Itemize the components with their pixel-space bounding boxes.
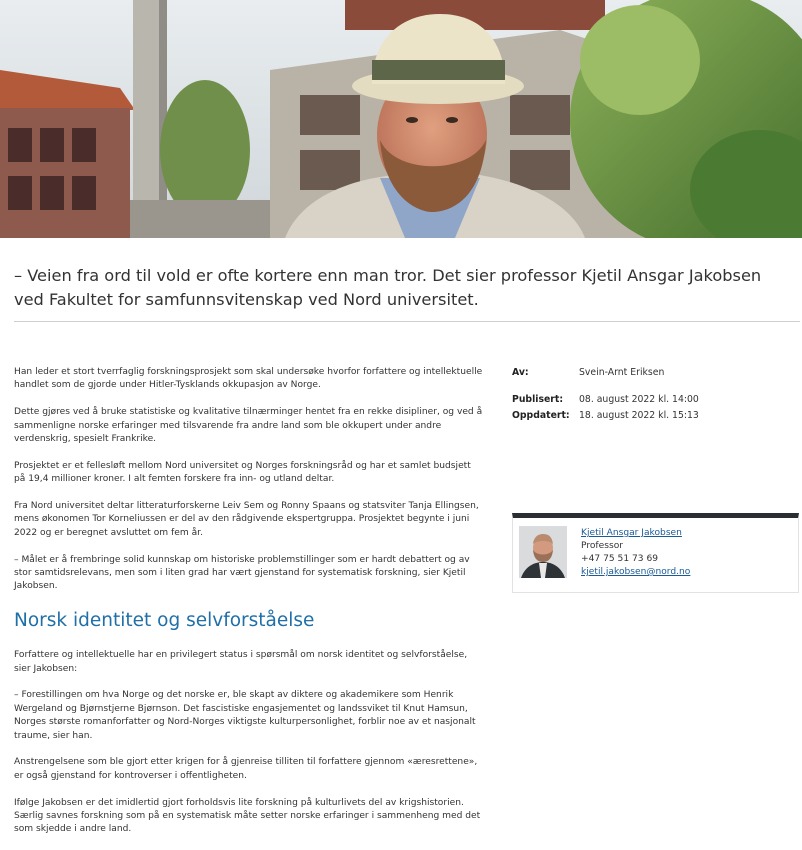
body-paragraph: Ifølge Jakobsen er det imidlertid gjort forholdsvis lite forskning på kulturlivets del av krigshistorien. Særlig savnes forskning som på en systematisk måte setter norske erfaringer i sammenheng med det som skjedde i andre land. bbox=[14, 797, 481, 835]
body-paragraph: Anstrengelsene som ble gjort etter krigen for å gjenreise tilliten til forfattere gjennom «æresrettene», er også gjenstand for kontroverser i offentligheten. bbox=[14, 757, 478, 781]
contact-info bbox=[581, 527, 690, 579]
body-paragraph: Han leder et stort tverrfaglig forskningsprosjekt som skal undersøke hvorfor forfattere og intellektuelle handlet som de gjorde under Hitler-Tysklands okkupasjon av Norge. bbox=[14, 367, 483, 391]
contact-email-link[interactable]: kjetil.jakobsen@nord.no bbox=[581, 567, 691, 577]
contact-card bbox=[512, 513, 799, 593]
updated-label: Oppdatert: bbox=[512, 410, 570, 421]
hero-photo bbox=[0, 0, 802, 238]
published-date: 08. august 2022 kl. 14:00 bbox=[579, 394, 699, 405]
body-paragraph: Forfattere og intellektuelle har en privilegert status i spørsmål om norsk identitet og selvforståelse, sier Jakobsen: bbox=[14, 650, 468, 674]
article-body bbox=[14, 366, 484, 850]
contact-name-link[interactable]: Kjetil Ansgar Jakobsen bbox=[581, 528, 682, 538]
published-label: Publisert: bbox=[512, 394, 564, 405]
contact-title: Professor bbox=[581, 541, 624, 551]
contact-avatar bbox=[519, 526, 567, 578]
author-label: Av: bbox=[512, 367, 529, 378]
author-name: Svein-Arnt Eriksen bbox=[579, 367, 665, 378]
contact-phone: +47 75 51 73 69 bbox=[581, 554, 659, 564]
lead-divider bbox=[14, 321, 800, 322]
body-paragraph: Fra Nord universitet deltar litteraturforskerne Leiv Sem og Ronny Spaans og statsviter Tanja Ellingsen, mens økonomen Tor Korneliussen er del av den rådgivende ekspertgruppa. Prosjektet begynte i juni 2022 og er beregnet avsluttet om fem år. bbox=[14, 501, 479, 538]
section-heading: Norsk identitet og selvforståelse bbox=[14, 610, 315, 632]
updated-date: 18. august 2022 kl. 15:13 bbox=[579, 410, 699, 421]
body-paragraph: Prosjektet er et fellesløft mellom Nord universitet og Norges forskningsråd og har et samlet budsjett på 19,4 millioner kroner. I alt femten forskere fra inn- og utland deltar. bbox=[14, 460, 471, 485]
body-paragraph: Dette gjøres ved å bruke statistiske og kvalitative tilnærminger hentet fra en rekke disipliner, og ved å sammenligne norske erfaringer med tilsvarende fra andre land som ble okkupert under andre verdenskrig, spesielt Frankrike. bbox=[14, 407, 483, 445]
body-paragraph: – Forestillingen om hva Norge og det norske er, ble skapt av diktere og akademikere som Henrik Wergeland og Bjørnstjerne Bjørnson. Det fascistiske engasjementet og landssviket til Knut Hamsun, Norges største romanforfatter og Nord-Norges viktigste kulturpersonlighet, forblir noe av et nasjonalt traume, sier han. bbox=[14, 690, 476, 741]
body-paragraph: – Målet er å frembringe solid kunnskap om historiske problemstillinger som er hardt debattert og av stor samtidsrelevans, men som i liten grad har vært gjenstand for systematisk forskning, sier Kjetil Jakobsen. bbox=[14, 554, 470, 592]
article-lead: – Veien fra ord til vold er ofte kortere enn man tror. Det sier professor Kjetil Ansgar Jakobsen ved Fakultet for samfunnsvitenskap ved Nord universitet. bbox=[14, 266, 762, 309]
